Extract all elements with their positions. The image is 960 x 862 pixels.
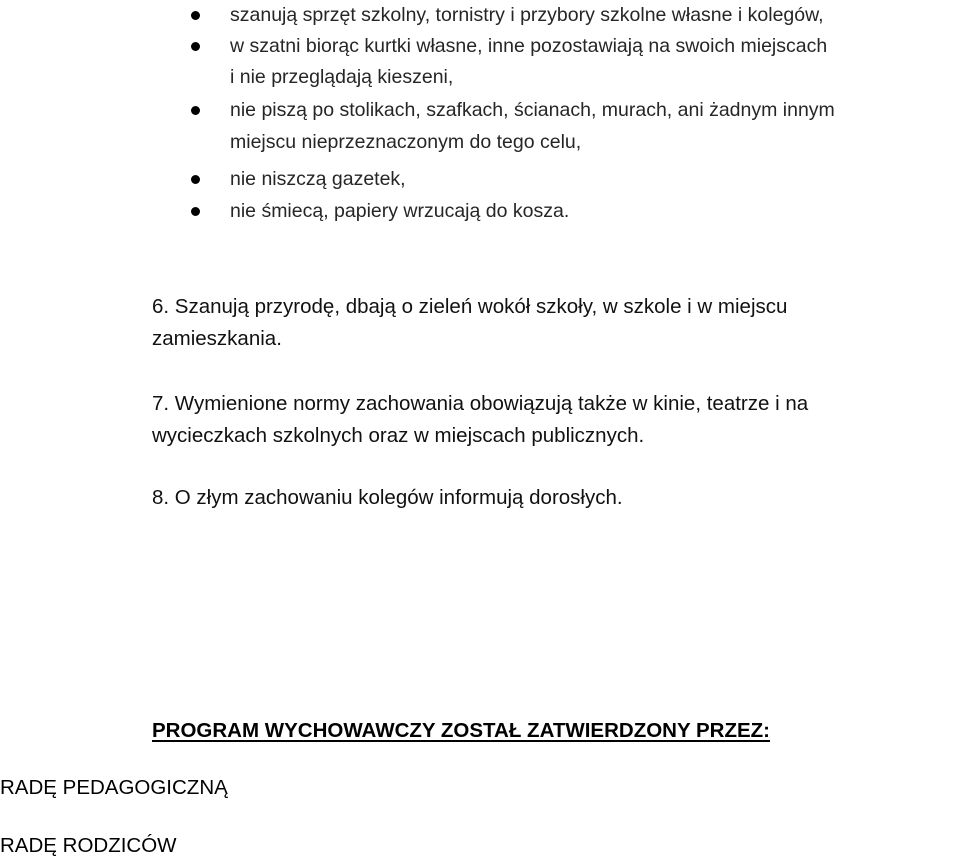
- bullet-item: [0, 164, 960, 194]
- bullet-line: miejscu nieprzeznaczonym do tego celu,: [230, 131, 582, 153]
- bullet-item: [0, 0, 960, 30]
- bullet-line: w szatni biorąc kurtki własne, inne pozostawiają na swoich miejscach: [230, 35, 828, 57]
- bullet-line: szanują sprzęt szkolny, tornistry i przybory szkolne własne i kolegów,: [230, 4, 824, 26]
- bullet-dot-icon: [191, 11, 200, 20]
- bullet-line: nie niszczą gazetek,: [230, 168, 406, 190]
- rule-line: 6. Szanują przyrodę, dbają o zieleń wokół szkoły, w szkole i w miejscu: [152, 295, 788, 318]
- rule-line: 7. Wymienione normy zachowania obowiązują także w kinie, teatrze i na: [152, 392, 809, 415]
- rule-line: zamieszkania.: [152, 327, 282, 350]
- approval-body-teachers: RADĘ PEDAGOGICZNĄ: [0, 776, 228, 799]
- bullet-dot-icon: [191, 42, 200, 51]
- bullet-line: i nie przeglądają kieszeni,: [230, 66, 454, 88]
- bullet-item: [0, 95, 960, 153]
- bullet-line: nie śmiecą, papiery wrzucają do kosza.: [230, 200, 570, 222]
- bullet-dot-icon: [191, 175, 200, 184]
- bullet-dot-icon: [191, 207, 200, 216]
- rule-line: 8. O złym zachowaniu kolegów informują dorosłych.: [152, 486, 623, 509]
- bullet-line: nie piszą po stolikach, szafkach, ścianach, murach, ani żadnym innym: [230, 99, 835, 121]
- bullet-dot-icon: [191, 106, 200, 115]
- bullet-item: [0, 196, 960, 226]
- approval-heading: PROGRAM WYCHOWAWCZY ZOSTAŁ ZATWIERDZONY PRZEZ:: [152, 719, 771, 742]
- rule-line: wycieczkach szkolnych oraz w miejscach publicznych.: [152, 424, 645, 447]
- approval-body-parents: RADĘ RODZICÓW: [0, 834, 177, 857]
- bullet-item: [0, 31, 960, 88]
